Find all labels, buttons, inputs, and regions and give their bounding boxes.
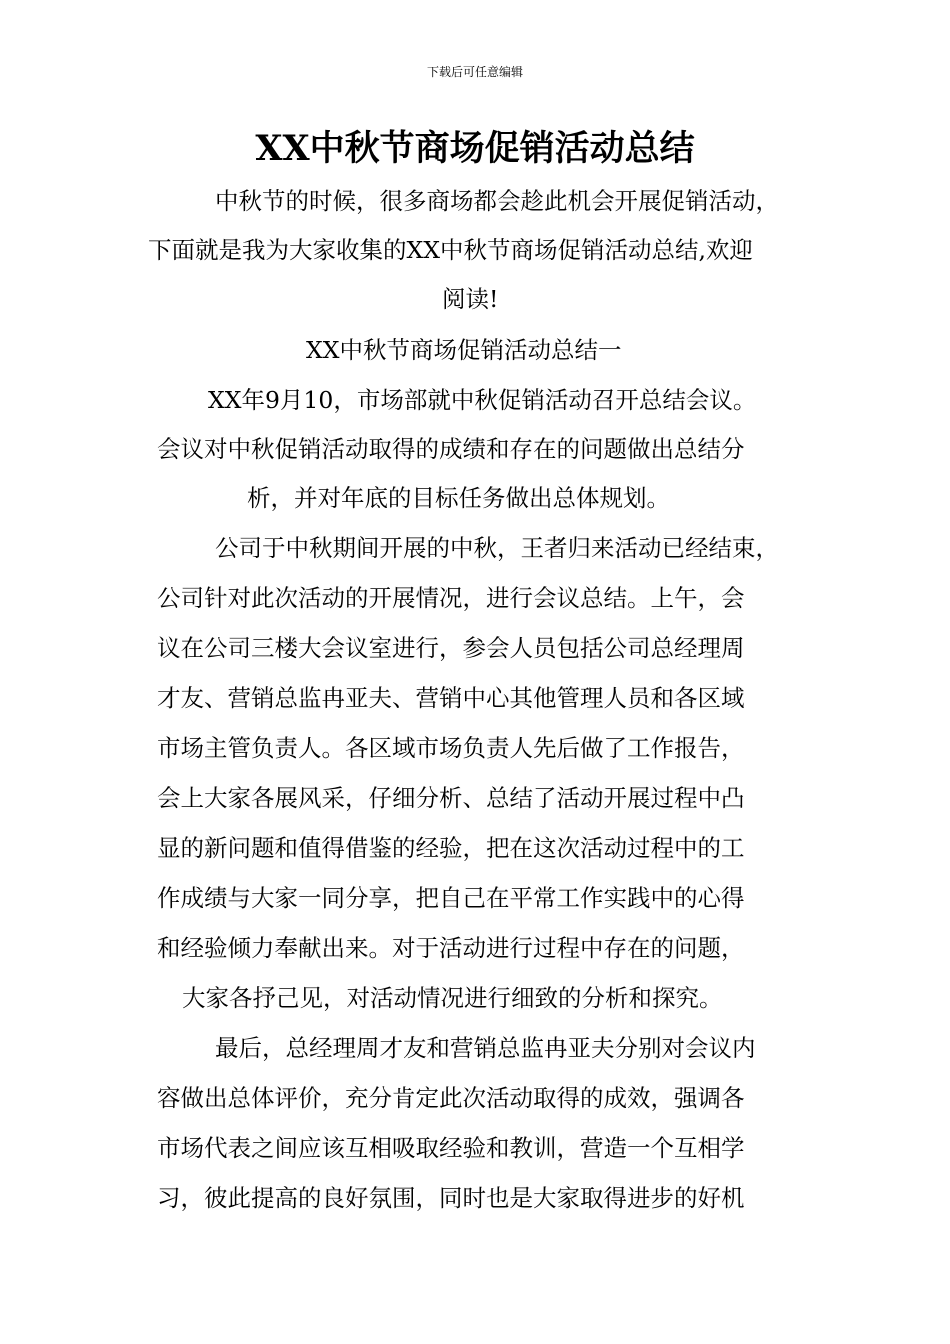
paragraph-line: 容做出总体评价，充分肯定此次活动取得的成效，强调各 [157, 1084, 745, 1112]
paragraph-line: 作成绩与大家一同分享，把自己在平常工作实践中的心得 [157, 884, 745, 912]
paragraph-line: 会上大家各展风采，仔细分析、总结了活动开展过程中凸 [157, 784, 745, 812]
intro-line: 阅读! [442, 285, 499, 313]
paragraph-line: 显的新问题和值得借鉴的经验，把在这次活动过程中的工 [157, 834, 745, 862]
paragraph-line: 议在公司三楼大会议室进行，参会人员包括公司总经理周 [157, 634, 745, 662]
paragraph-line: 市场主管负责人。各区域市场负责人先后做了工作报告， [157, 734, 745, 762]
paragraph-line: 会议对中秋促销活动取得的成绩和存在的问题做出总结分 [157, 435, 745, 463]
paragraph-line: 市场代表之间应该互相吸取经验和教训，营造一个互相学 [157, 1134, 745, 1162]
paragraph-line: 习，彼此提高的良好氛围，同时也是大家取得进步的好机 [157, 1184, 745, 1212]
paragraph-line: 公司于中秋期间开展的中秋，王者归来活动已经结束， [215, 534, 779, 562]
paragraph-line: 最后，总经理周才友和营销总监冉亚夫分别对会议内 [215, 1034, 756, 1062]
paragraph-line: XX年9月10，市场部就中秋促销活动召开总结会议。 [208, 386, 757, 414]
document-title: XX中秋节商场促销活动总结 [255, 128, 695, 169]
header-note: 下载后可任意编辑 [426, 65, 523, 79]
section-heading: XX中秋节商场促销活动总结一 [306, 336, 622, 364]
paragraph-line: 和经验倾力奉献出来。对于活动进行过程中存在的问题， [157, 934, 745, 962]
paragraph-line: 大家各抒己见，对活动情况进行细致的分析和探究。 [182, 984, 723, 1012]
intro-line: 中秋节的时候，很多商场都会趁此机会开展促销活动， [215, 187, 779, 215]
paragraph-line: 析，并对年底的目标任务做出总体规划。 [247, 484, 670, 512]
intro-line: 下面就是我为大家收集的XX中秋节商场促销活动总结,欢迎 [148, 236, 753, 264]
paragraph-line: 公司针对此次活动的开展情况，进行会议总结。上午，会 [157, 584, 745, 612]
paragraph-line: 才友、营销总监冉亚夫、营销中心其他管理人员和各区域 [157, 684, 745, 712]
